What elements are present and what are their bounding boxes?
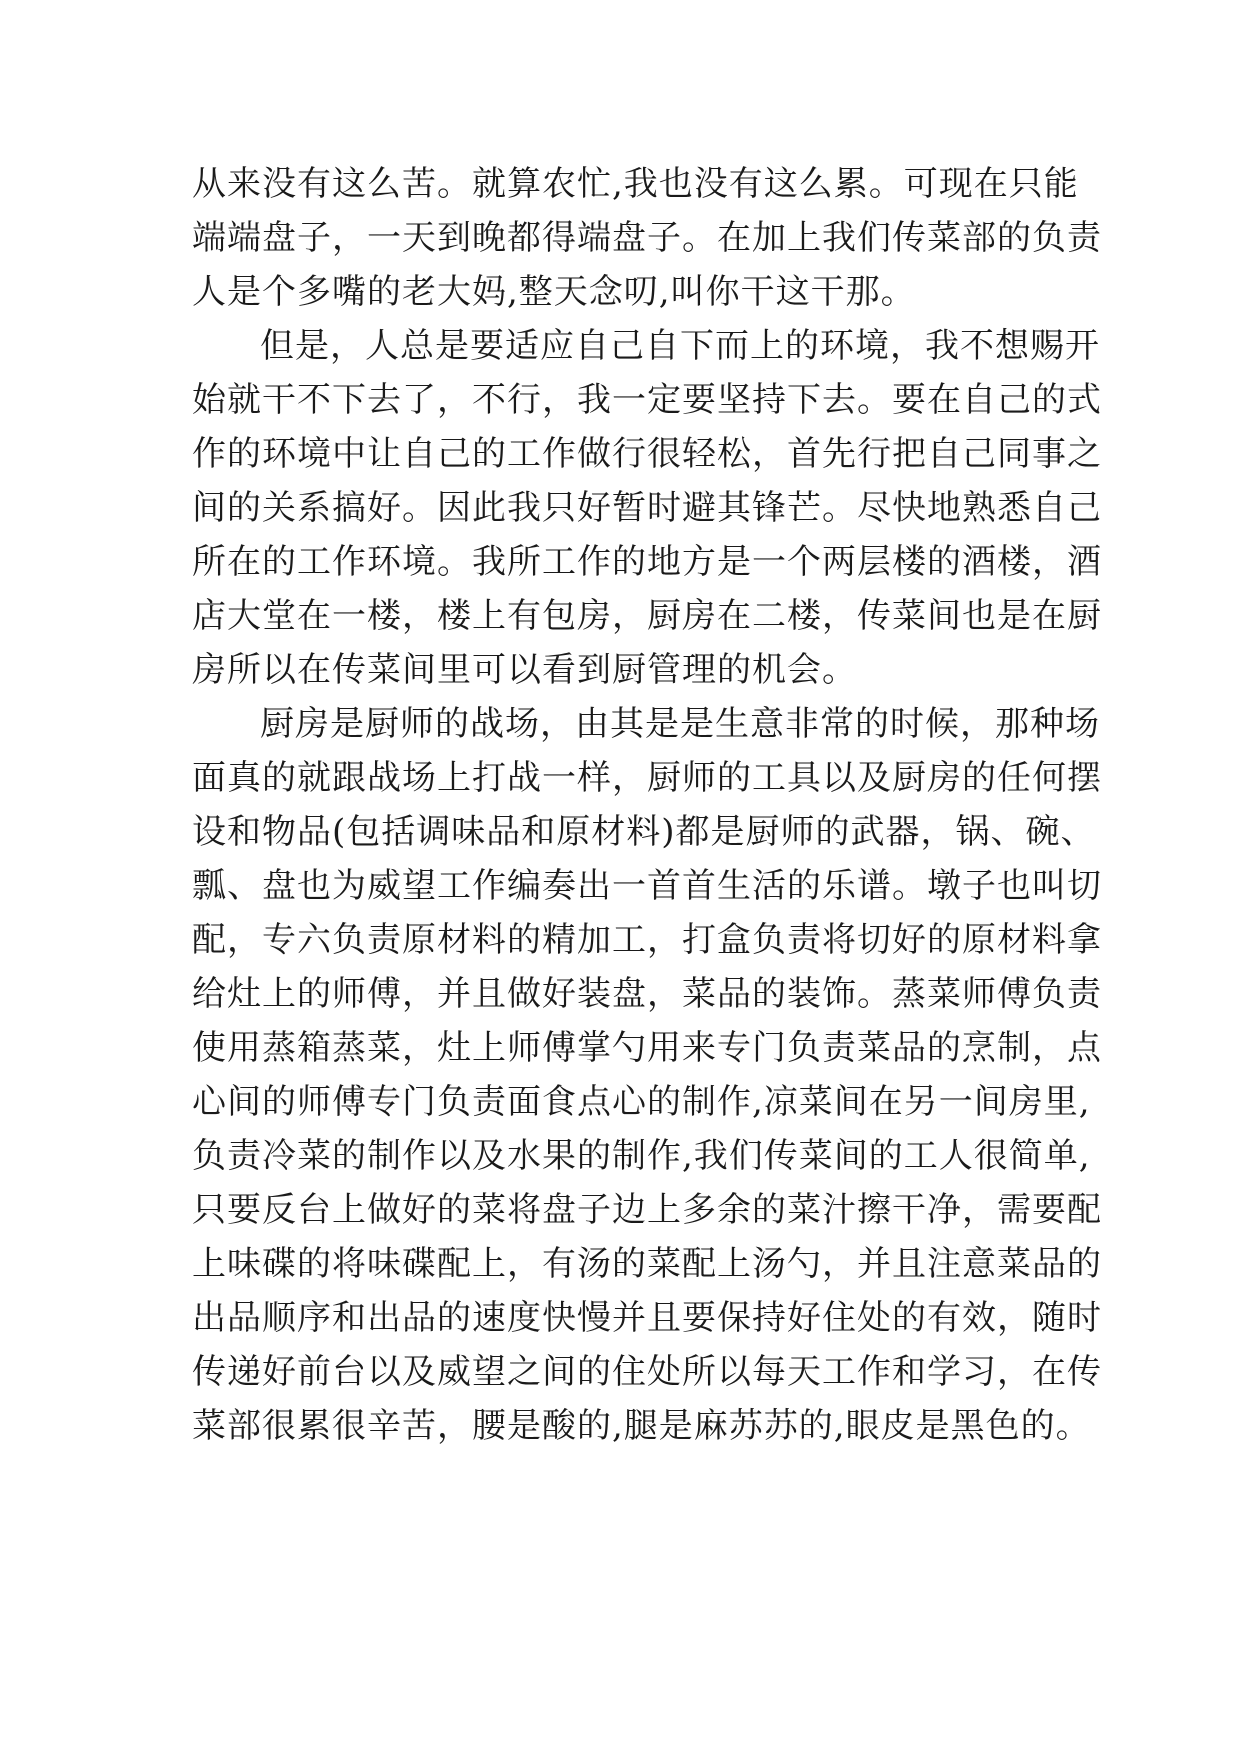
- text-line: 房所以在传菜间里可以看到厨管理的机会。: [192, 650, 857, 690]
- text-line: 使用蒸箱蒸菜，灶上师傅掌勺用来专门负责菜品的烹制，点: [192, 1028, 1102, 1068]
- text-line: 作的环境中让自己的工作做行很轻松，首先行把自己同事之: [192, 434, 1102, 474]
- text-line: 负责冷菜的制作以及水果的制作,我们传菜间的工人很简单,: [192, 1136, 1091, 1176]
- text-line: 所在的工作环境。我所工作的地方是一个两层楼的酒楼，酒: [192, 542, 1102, 582]
- text-line: 配，专六负责原材料的精加工，打盒负责将切好的原材料拿: [192, 920, 1102, 960]
- text-line: 设和物品(包括调味品和原材料)都是厨师的武器，锅、碗、: [192, 812, 1096, 852]
- text-line: 给灶上的师傅，并且做好装盘，菜品的装饰。蒸菜师傅负责: [192, 974, 1102, 1014]
- text-line: 人是个多嘴的老大妈,整天念叨,叫你干这干那。: [192, 272, 916, 312]
- paragraph-start-line: 厨房是厨师的战场，由其是是生意非常的时候，那种场: [260, 704, 1100, 744]
- text-line: 心间的师傅专门负责面食点心的制作,凉菜间在另一间房里,: [192, 1082, 1091, 1122]
- body-text: [192, 157, 1102, 1453]
- text-line: 上味碟的将味碟配上，有汤的菜配上汤勺，并且注意菜品的: [192, 1244, 1102, 1284]
- paragraph-start-line: 但是，人总是要适应自己自下而上的环境，我不想赐开: [260, 326, 1100, 366]
- text-line: 间的关系搞好。因此我只好暂时避其锋芒。尽快地熟悉自己: [192, 488, 1102, 528]
- text-line: 端端盘子，一天到晚都得端盘子。在加上我们传菜部的负责: [192, 218, 1102, 258]
- text-line: 面真的就跟战场上打战一样，厨师的工具以及厨房的任何摆: [192, 758, 1102, 798]
- text-line: 菜部很累很辛苦，腰是酸的,腿是麻苏苏的,眼皮是黑色的。: [192, 1406, 1091, 1446]
- text-line: 瓢、盘也为威望工作编奏出一首首生活的乐谱。墩子也叫切: [192, 866, 1102, 906]
- text-line: 始就干不下去了，不行，我一定要坚持下去。要在自己的式: [192, 380, 1102, 420]
- text-line: 店大堂在一楼，楼上有包房，厨房在二楼，传菜间也是在厨: [192, 596, 1102, 636]
- text-line: 出品顺序和出品的速度快慢并且要保持好住处的有效，随时: [192, 1298, 1102, 1338]
- text-line: 从来没有这么苦。就算农忙,我也没有这么累。可现在只能: [192, 164, 1079, 204]
- text-line: 传递好前台以及威望之间的住处所以每天工作和学习，在传: [192, 1352, 1102, 1392]
- text-line: 只要反台上做好的菜将盘子边上多余的菜汁擦干净，需要配: [192, 1190, 1102, 1230]
